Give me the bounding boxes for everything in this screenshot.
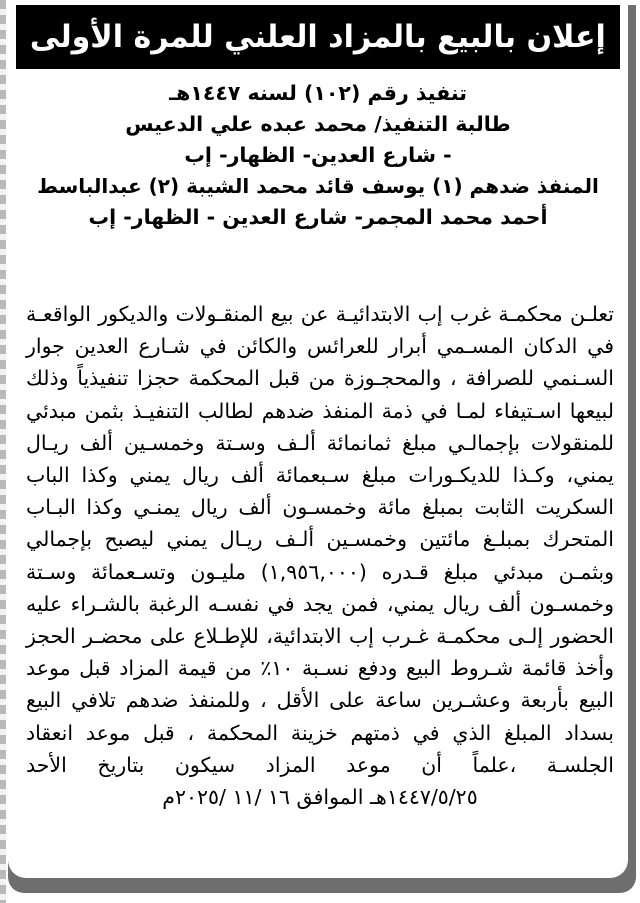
creditor-address-line: - شارع العدين- الظهار- إب xyxy=(184,143,452,167)
execution-number-line: تنفيذ رقم (١٠٢) لسنه ١٤٤٧هـ xyxy=(169,81,467,105)
auction-date-line: ١٤٤٧/٥/٢٥هـ الموافق ١٦ /١١ /٢٠٢٥م xyxy=(162,785,478,810)
notice-card xyxy=(8,2,628,878)
page-title: إعلان بالبيع بالمزاد العلني للمرة الأولى xyxy=(30,18,606,55)
debtors-address-line: أحمد محمد المجمر- شارع العدين - الظهار- إب xyxy=(88,205,548,229)
body-paragraph-block xyxy=(26,298,614,813)
subheading-block xyxy=(18,78,618,233)
scan-edge-rail-left xyxy=(0,0,6,903)
body-paragraph: تعلـن محكمـة غرب إب الابتدائيـة عن بيع المنقـولات والديكور الواقعـة في الدكان المسـمي أبرار للعرائس والكائن في شـارع العدين جوار السـنمي للصرافة ، والمحجـوزة من قبل المحكمة حجزا تنفيذياً وذلك لبيعها اسـتيفاء لمـا في ذمة المنفذ ضدهم لطالب التنفيـذ بثمن مبدئي للمنقولات بإجمالـي مبلغ ثمانمائة ألـف وسـتة وخمسـين ألف ريـال يمني، وكـذا للديكـورات مبلغ سـبعمائة ألف ريال يمني وكذا الباب السكريت الثابت بمبلغ مائة وخمسـون ألف ريال يمنـي وكذا البـاب المتحرك بمبلـغ مائتين وخمسـين ألـف ريـال يمني ليصبح بإجمالي وبثمـن مبدئي مبلغ قـدره (١,٩٥٦,٠٠٠) مليـون وتسـعمائة وسـتة وخمسـون ألف ريال يمني، فمن يجد في نفسـه الرغبة بالشـراء عليه الحضور إلـى محكمـة غـرب إب الابتدائية، للإطـلاع على محضـر الحجز وأخذ قائمة شـروط البيع ودفع نسـبة ١٠٪ من قيمة المزاد قبل موعد البيع بأربعة وعشـرين ساعة على الأقل ، وللمنفذ ضدهم تلافي البيع بسداد المبلغ الذي في ذمتهم خزينة المحكمة ، قبل موعد انعقاد الجلسـة ،علماً أن موعد المزاد سيكون بتاريخ الأحد xyxy=(26,302,614,777)
debtors-line: المنفذ ضدهم (١) يوسف قائد محمد الشيبة (٢) عبدالباسط xyxy=(37,174,599,198)
creditor-line: طالبة التنفيذ/ محمد عبده علي الدعيس xyxy=(125,112,511,136)
header-banner xyxy=(16,5,620,69)
